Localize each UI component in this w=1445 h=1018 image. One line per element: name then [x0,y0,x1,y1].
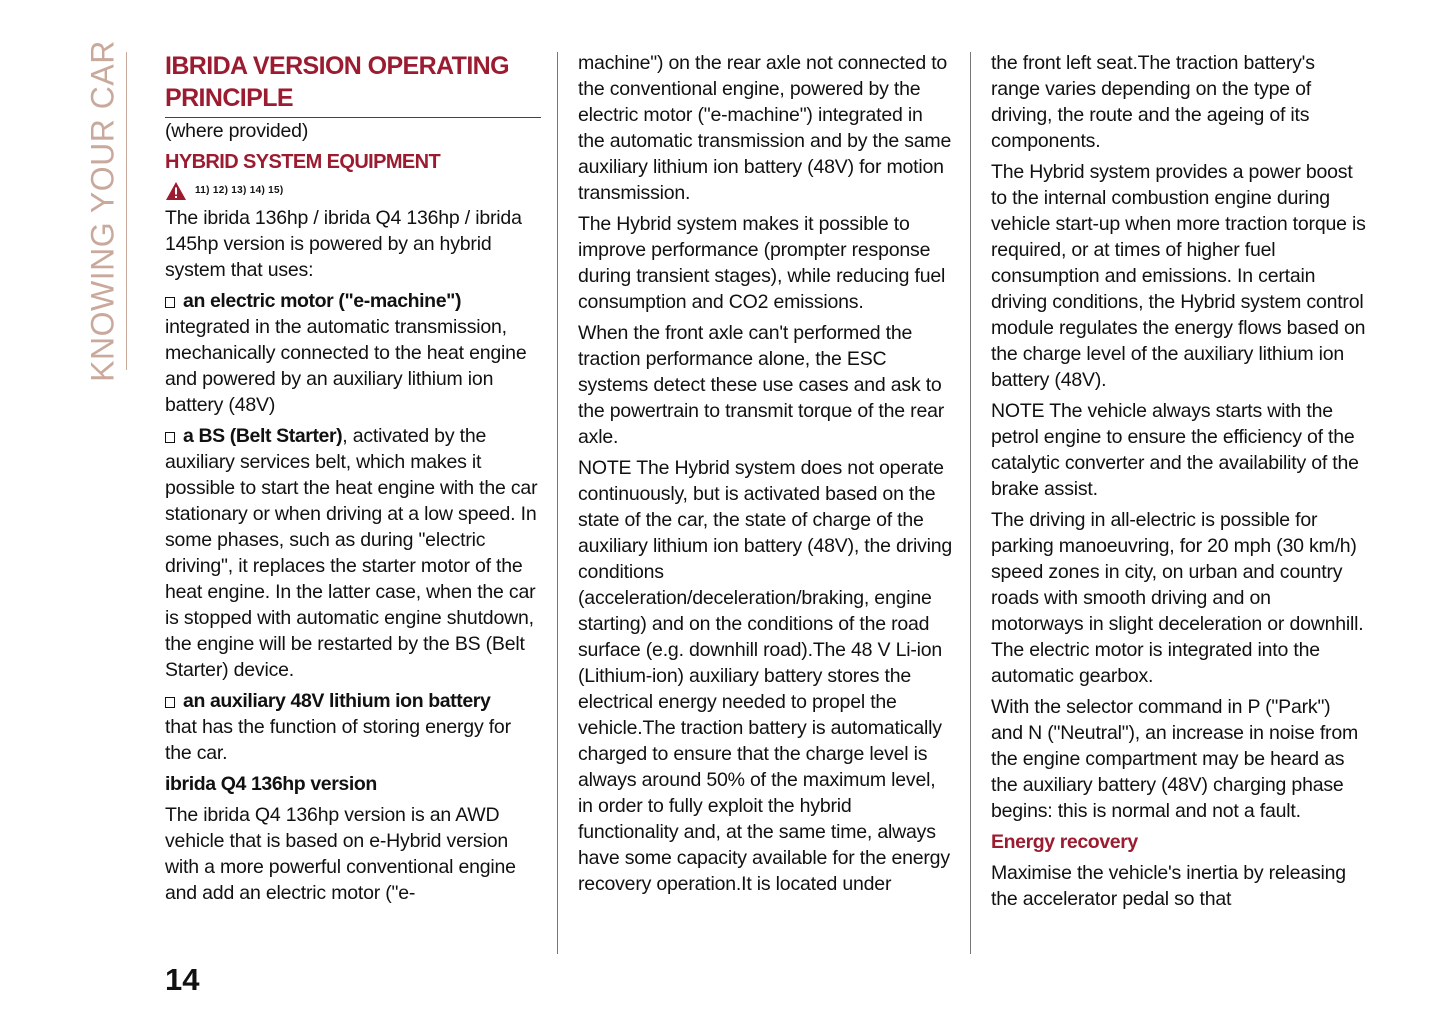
bullet-lithium-battery [165,688,541,766]
q4-version-paragraph: The ibrida Q4 136hp version is an AWD vehicle that is based on e-Hybrid version with a more powerful conventional engine and add an electric motor ("e- [165,804,516,904]
warning-reference-numbers: 11) 12) 13) 14) 15) [195,185,284,196]
paragraph: When the front axle can't performed the traction performance alone, the ESC systems detect these use cases and ask to the powertrain to transmit torque of the rear axle. [578,322,945,448]
bullet-text: , activated by the auxiliary services belt, which makes it possible to start the heat engine with the car stationary or when driving at a low speed. In some phases, such as during "electric driving", it replaces the starter motor of the heat engine. In the latter case, when the car is stopped with automatic engine shutdown, the engine will be restarted by the BS (Belt Starter) device. [165,425,538,681]
bullet-belt-starter [165,423,541,683]
paragraph: With the selector command in P ("Park") and N ("Neutral"), an increase in noise from the engine compartment may be heard as the auxiliary battery (48V) charging phase begins: this is normal and not a fault. [991,696,1359,822]
checkbox-bullet-icon [165,297,175,308]
warning-references [165,179,541,203]
note-paragraph: NOTE The vehicle always starts with the petrol engine to ensure the efficiency of the catalytic converter and the availability of the brake assist. [991,400,1359,500]
energy-recovery-heading: Energy recovery [991,831,1138,853]
note-paragraph: NOTE The Hybrid system does not operate continuously, but is activated based on the state of the car, the state of charge of the auxiliary lithium ion battery (48V), the driving conditions (acceleration/deceleration/braking, engine starting) and on the conditions of the road surface (e.g. downhill road).The 48 V Li-ion (Lithium-ion) auxiliary battery stores the electrical energy needed to propel the vehicle.The traction battery is automatically charged to ensure that the charge level is always around 50% of the maximum level, in order to fully exploit the hybrid functionality and, at the same time, always have some capacity available for the energy recovery operation.It is located under [578,457,953,895]
paragraph: The Hybrid system makes it possible to improve performance (prompter response during transient stages), while reducing fuel consumption and CO2 emissions. [578,213,946,313]
section-title: IBRIDA VERSION OPERATING PRINCIPLE [165,50,541,118]
paragraph: The Hybrid system provides a power boost to the internal combustion engine during vehicle start-up when more traction torque is required, or at times of higher fuel consumption and emissions. In certain driving conditions, the Hybrid system control module regulates the energy flows based on the charge level of the auxiliary lithium ion battery (48V). [991,161,1366,391]
bullet-electric-motor [165,288,541,418]
page-number: 14 [165,962,200,997]
intro-paragraph: The ibrida 136hp / ibrida Q4 136hp / ibrida 145hp version is powered by an hybrid system that uses: [165,207,522,281]
column-divider-1 [557,52,558,954]
where-provided-note: (where provided) [165,120,309,142]
bullet-text: integrated in the automatic transmission, mechanically connected to the heat engine and powered by an auxiliary lithium ion battery (48V) [165,316,527,416]
checkbox-bullet-icon [165,697,175,708]
subsection-title: HYBRID SYSTEM EQUIPMENT [165,151,441,173]
bullet-text: that has the function of storing energy for the car. [165,716,511,764]
column-2 [578,50,954,902]
bullet-heading: an auxiliary 48V lithium ion battery [183,690,491,712]
q4-version-heading: ibrida Q4 136hp version [165,773,377,795]
paragraph: machine") on the rear axle not connected to the conventional engine, powered by the electric motor ("e-machine") integrated in the automatic transmission and by the same auxiliary lithium ion battery (48V) for motion transmission. [578,52,952,204]
paragraph: The driving in all-electric is possible for parking manoeuvring, for 20 mph (30 km/h) speed zones in city, on urban and country roads with smooth driving and on motorways in slight deceleration or downhill. The electric motor is integrated into the automatic gearbox. [991,509,1364,687]
column-1 [165,50,541,911]
warning-triangle-icon [165,181,187,201]
chapter-side-tab [80,40,127,382]
paragraph: the front left seat.The traction battery's range varies depending on the type of driving, the route and the ageing of its components. [991,52,1315,152]
bullet-heading: an electric motor ("e-machine") [183,290,462,312]
chapter-side-tab-label: KNOWING YOUR CAR [84,40,121,382]
checkbox-bullet-icon [165,432,175,443]
bullet-heading: a BS (Belt Starter) [183,425,343,447]
column-3 [991,50,1367,917]
column-divider-2 [970,52,971,954]
energy-recovery-paragraph: Maximise the vehicle's inertia by releasing the accelerator pedal so that [991,862,1346,910]
